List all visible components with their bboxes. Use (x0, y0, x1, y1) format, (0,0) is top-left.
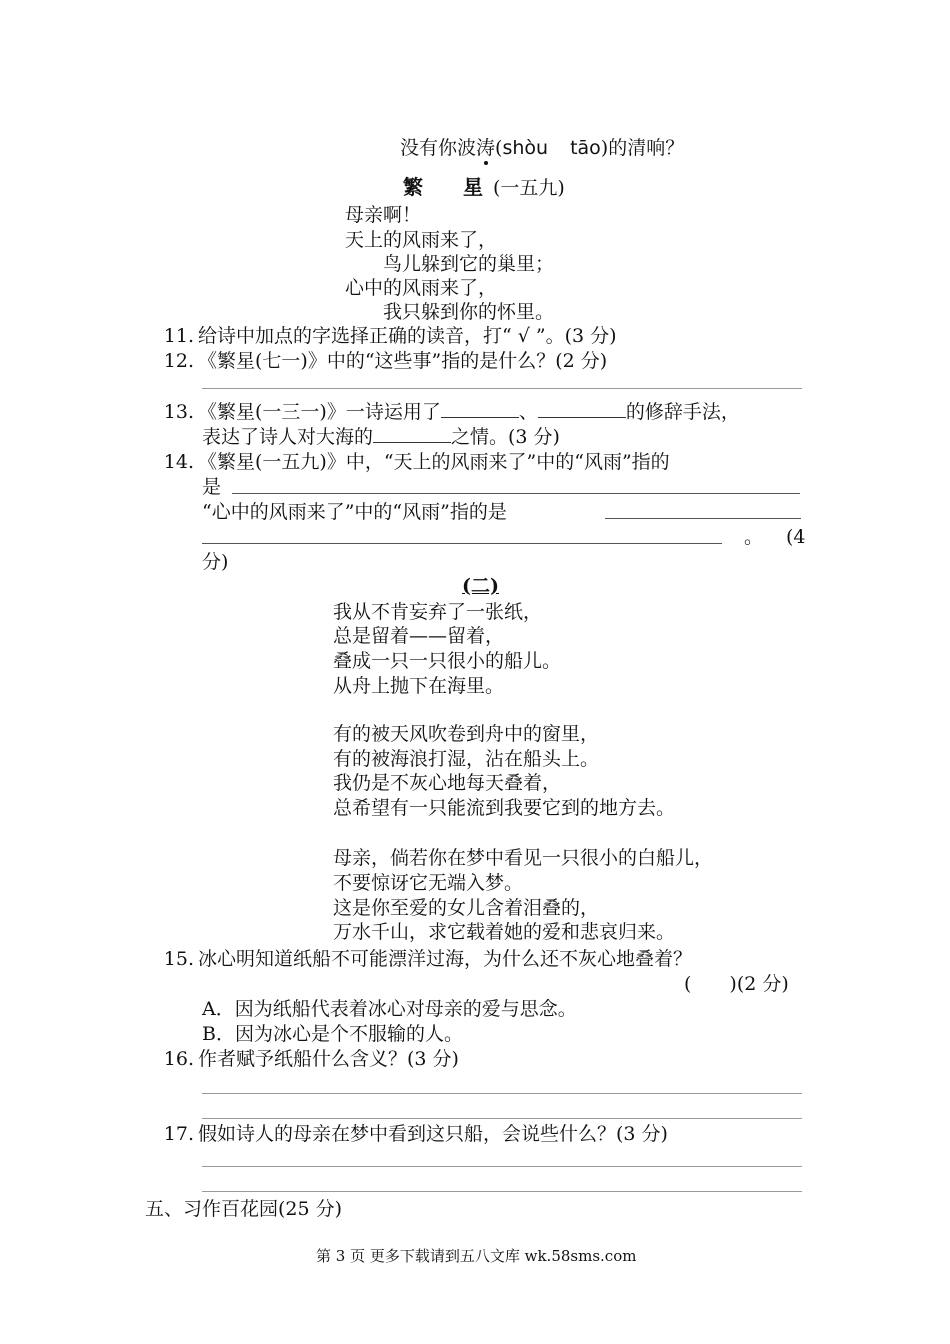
answer-bracket[interactable]: ( )(2 分) (684, 973, 789, 995)
poem-text-end: )的清响？ (600, 137, 685, 159)
question-15 (150, 947, 692, 971)
poem1-line: 心中的风雨来了， (345, 277, 498, 299)
question-14-line5: 分) (202, 551, 229, 573)
poem2-line: 有的被海浪打湿，沾在船头上。 (333, 748, 600, 770)
poem2-line: 叠成一只一只很小的船儿。 (333, 650, 562, 672)
question-text: 《繁星(七一)》中的“这些事”指的是什么？(2 分) (198, 350, 608, 372)
question-number: 13. (163, 401, 194, 423)
poem2-line: 总希望有一只能流到我要它到的地方去。 (333, 797, 676, 819)
question-14-line2: 是 (202, 476, 222, 498)
question-number: 15. (163, 948, 194, 970)
question-14 (150, 450, 670, 474)
option-b[interactable]: B．因为冰心是个不服输的人。 (202, 1023, 463, 1045)
question-text: 给诗中加点的字选择正确的读音，打“ √ ”。(3 分) (198, 325, 617, 347)
question-text: 之情。(3 分) (451, 426, 560, 448)
poem2-line: 母亲，倘若你在梦中看见一只很小的白船儿， (333, 847, 714, 869)
question-text: 、 (518, 401, 538, 423)
question-text: 冰心明知道纸船不可能漂洋过海，为什么还不灰心地叠着？ (198, 948, 693, 970)
question-text: 《繁星(一三一)》一诗运用了 (198, 401, 441, 423)
poem2-line: 这是你至爱的女儿含着泪叠的， (333, 897, 600, 919)
page-footer: 第 3 页 更多下载请到五八文库 wk.58sms.com (316, 1247, 637, 1265)
option-a[interactable]: A．因为纸船代表着冰心对母亲的爱与思念。 (202, 998, 577, 1020)
answer-line[interactable] (202, 1166, 802, 1167)
poem2-line: 不要惊讶它无端入梦。 (333, 872, 524, 894)
question-text: 的修辞手法， (625, 401, 740, 423)
question-number: 14. (163, 451, 194, 473)
poem2-line: 我从不肯妄弃了一张纸， (333, 601, 543, 623)
poem2-line: 万水千山，求它载着她的爱和悲哀归来。 (333, 921, 676, 943)
question-number: 11. (163, 325, 194, 347)
paren-open: ( (495, 137, 503, 159)
answer-line[interactable] (202, 388, 802, 389)
fill-blank[interactable] (538, 399, 626, 418)
poem1-line: 鸟儿躲到它的巢里； (383, 253, 555, 275)
answer-line[interactable] (605, 518, 801, 519)
subtitle-number: (一五九) (493, 177, 565, 199)
question-14-line3: “心中的风雨来了”中的“风雨”指的是 (202, 501, 507, 523)
poem2-line: 有的被天风吹卷到舟中的窗里， (333, 723, 600, 745)
question-11 (150, 324, 617, 348)
poem1-last-line (400, 136, 684, 160)
question-13-line2 (202, 424, 560, 449)
answer-line[interactable] (232, 493, 800, 494)
answer-line[interactable] (202, 1093, 802, 1094)
answer-line[interactable] (202, 1191, 802, 1192)
poem2-line: 从舟上抛下在海里。 (333, 675, 505, 697)
answer-line[interactable] (202, 543, 722, 544)
question-text: 表达了诗人对大海的 (202, 426, 374, 448)
subtitle-main: 繁 星 (403, 175, 493, 199)
answer-line[interactable] (202, 1118, 802, 1119)
question-text: 假如诗人的母亲在梦中看到这只船，会说些什么？(3 分) (198, 1123, 668, 1145)
question-16 (150, 1047, 459, 1071)
question-text: 作者赋予纸船什么含义？(3 分) (198, 1048, 459, 1070)
question-14-score: (4 (786, 526, 806, 548)
question-text: 《繁星(一五九)》中，“天上的风雨来了”中的“风雨”指的 (198, 451, 670, 473)
question-12 (150, 349, 607, 373)
pinyin-option-a[interactable]: shòu (502, 137, 549, 159)
question-17 (150, 1122, 668, 1146)
question-number: 16. (163, 1048, 194, 1070)
question-14-period: 。 (744, 526, 764, 548)
poem-text: 没有你波 (400, 137, 477, 159)
section-five-title: 五、习作百花园(25 分) (145, 1198, 343, 1220)
poem1-line: 天上的风雨来了， (345, 229, 498, 251)
fill-blank[interactable] (373, 424, 451, 443)
poem2-line: 总是留着——留着， (333, 625, 505, 647)
fill-blank[interactable] (441, 399, 519, 418)
question-13 (150, 399, 740, 424)
poem1-line: 我只躲到你的怀里。 (383, 301, 555, 323)
question-number: 17. (163, 1123, 194, 1145)
question-number: 12. (163, 350, 194, 372)
dotted-char: 涛 (476, 137, 496, 159)
section-two-title: (二) (462, 575, 499, 597)
pinyin-option-b[interactable]: tāo (570, 137, 601, 159)
poem2-line: 我仍是不灰心地每天叠着， (333, 772, 562, 794)
poem1-subtitle (403, 175, 565, 200)
poem1-line: 母亲啊！ (345, 204, 422, 226)
